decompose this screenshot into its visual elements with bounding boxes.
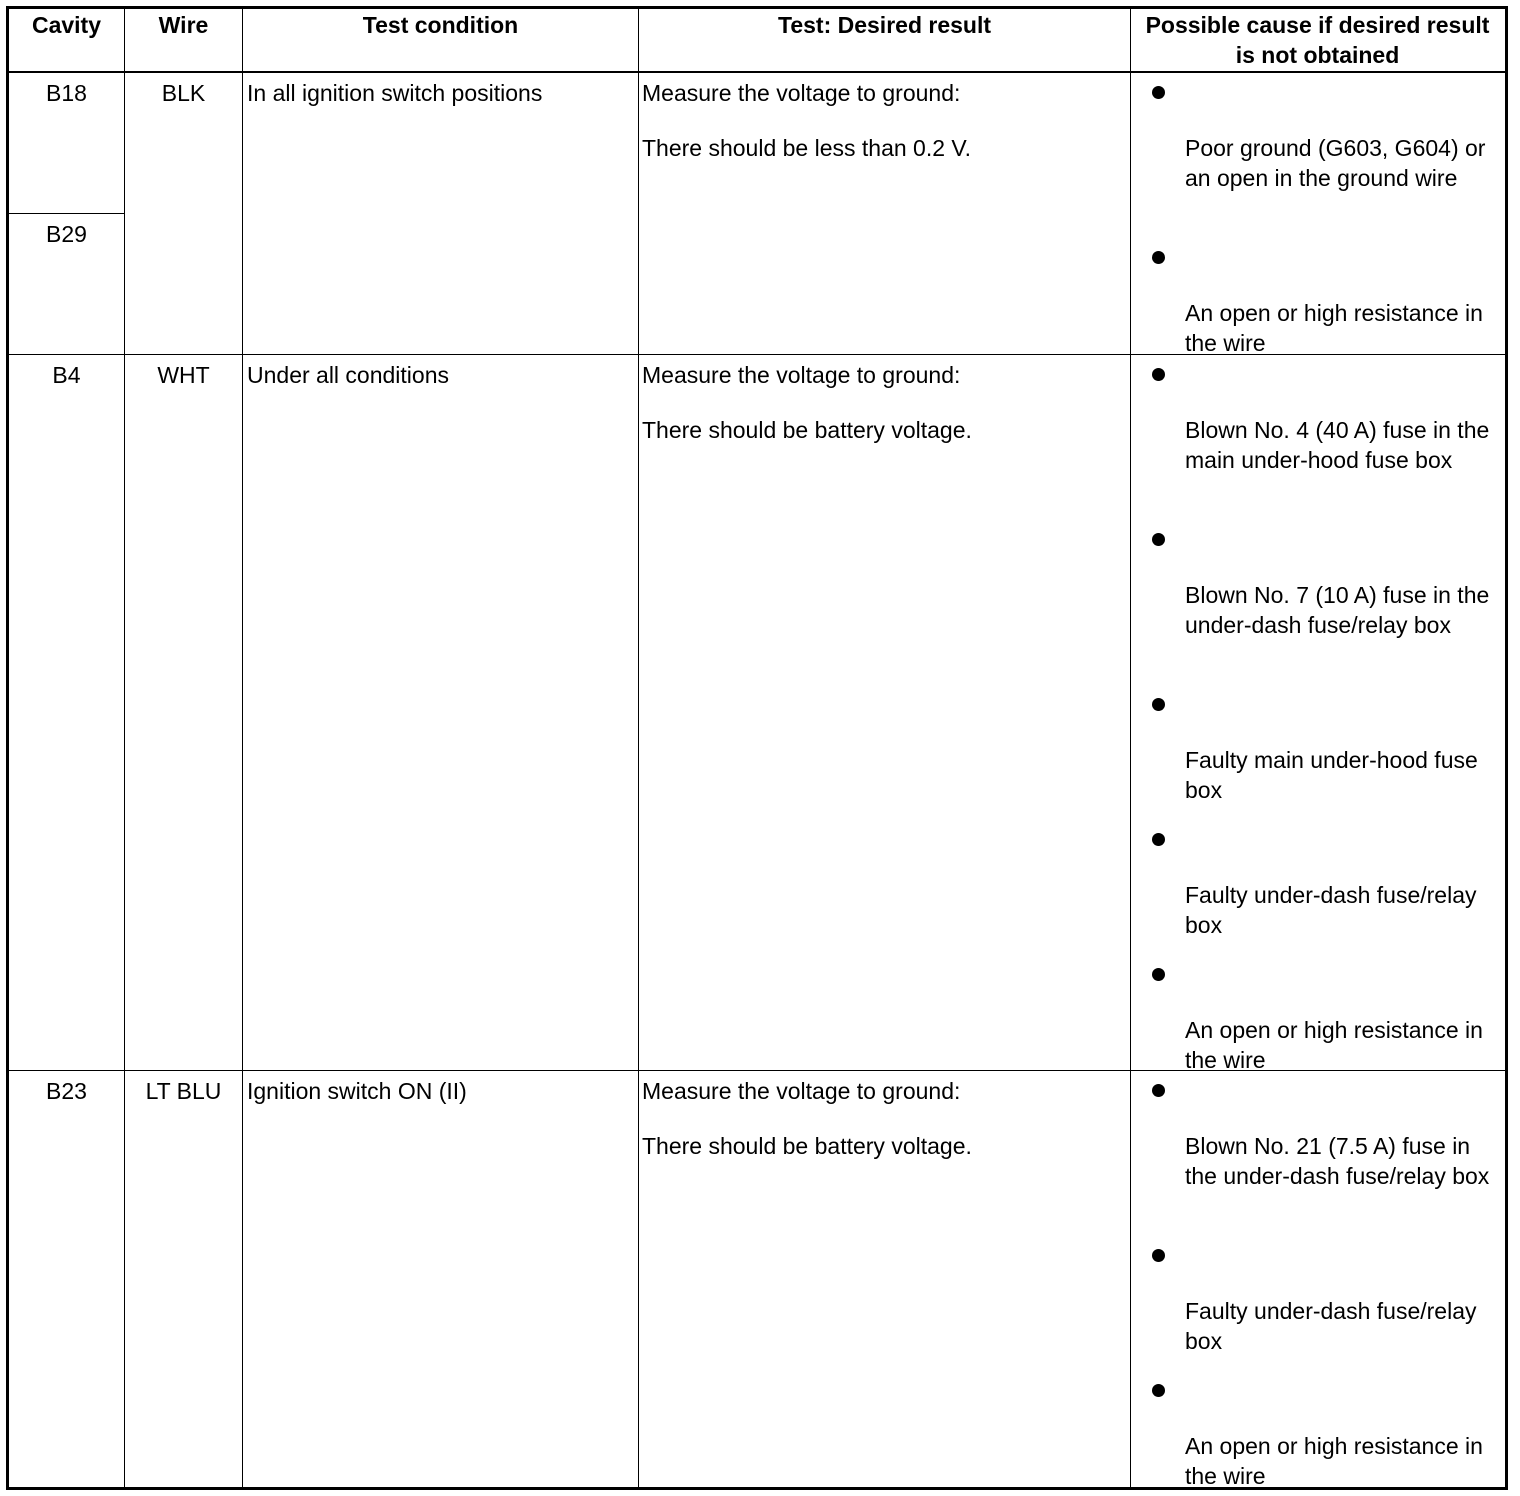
wire-cell: WHT [157, 362, 210, 388]
wire-cell: LT BLU [145, 1078, 222, 1104]
cause-item: Faulty main under-hood fuse box [1185, 747, 1478, 803]
cause-item: Faulty under-dash fuse/relay box [1185, 882, 1477, 938]
result-instruction: Measure the voltage to ground: [642, 1078, 961, 1104]
header-cavity: Cavity [31, 12, 102, 38]
bullet-icon [1152, 368, 1165, 381]
header-possible-cause: Possible cause if desired result is not obtained [1145, 12, 1490, 68]
bullet-icon [1152, 698, 1165, 711]
column-divider [638, 6, 639, 1490]
result-instruction: Measure the voltage to ground: [642, 362, 961, 388]
cavity-cell: B4 [52, 362, 81, 388]
column-divider [124, 6, 125, 1490]
header-desired-result: Test: Desired result [777, 12, 992, 38]
header-divider [6, 71, 1508, 73]
result-expectation: There should be battery voltage. [642, 417, 972, 443]
header-test-condition: Test condition [362, 12, 519, 38]
test-condition-cell: Ignition switch ON (II) [247, 1078, 467, 1104]
result-expectation: There should be less than 0.2 V. [642, 135, 972, 161]
result-expectation: There should be battery voltage. [642, 1133, 972, 1159]
bullet-icon [1152, 251, 1165, 264]
column-divider [1130, 6, 1131, 1490]
test-condition-cell: In all ignition switch positions [247, 80, 543, 106]
cause-item: An open or high resistance in the wire [1185, 300, 1483, 356]
column-divider [242, 6, 243, 1490]
bullet-icon [1152, 833, 1165, 846]
cavity-cell: B18 [46, 80, 87, 106]
cause-item: An open or high resistance in the wire [1185, 1433, 1483, 1489]
cavity-cell: B29 [46, 221, 87, 247]
cavity-cell: B23 [46, 1078, 87, 1104]
header-wire: Wire [158, 12, 209, 38]
bullet-icon [1152, 533, 1165, 546]
cause-item: An open or high resistance in the wire [1185, 1017, 1483, 1073]
cause-item: Blown No. 7 (10 A) fuse in the under-dash fuse/relay box [1185, 582, 1490, 638]
wire-cell: BLK [161, 80, 206, 106]
test-condition-cell: Under all conditions [247, 362, 450, 388]
bullet-icon [1152, 86, 1165, 99]
bullet-icon [1152, 968, 1165, 981]
cause-item: Blown No. 4 (40 A) fuse in the main under-hood fuse box [1185, 417, 1490, 473]
cause-item: Faulty under-dash fuse/relay box [1185, 1298, 1477, 1354]
bullet-icon [1152, 1084, 1165, 1097]
bullet-icon [1152, 1249, 1165, 1262]
cause-item: Poor ground (G603, G604) or an open in the ground wire [1185, 135, 1486, 191]
bullet-icon [1152, 1384, 1165, 1397]
result-instruction: Measure the voltage to ground: [642, 80, 961, 106]
cause-item: Blown No. 21 (7.5 A) fuse in the under-dash fuse/relay box [1185, 1133, 1490, 1189]
cavity-sub-divider [6, 213, 125, 214]
